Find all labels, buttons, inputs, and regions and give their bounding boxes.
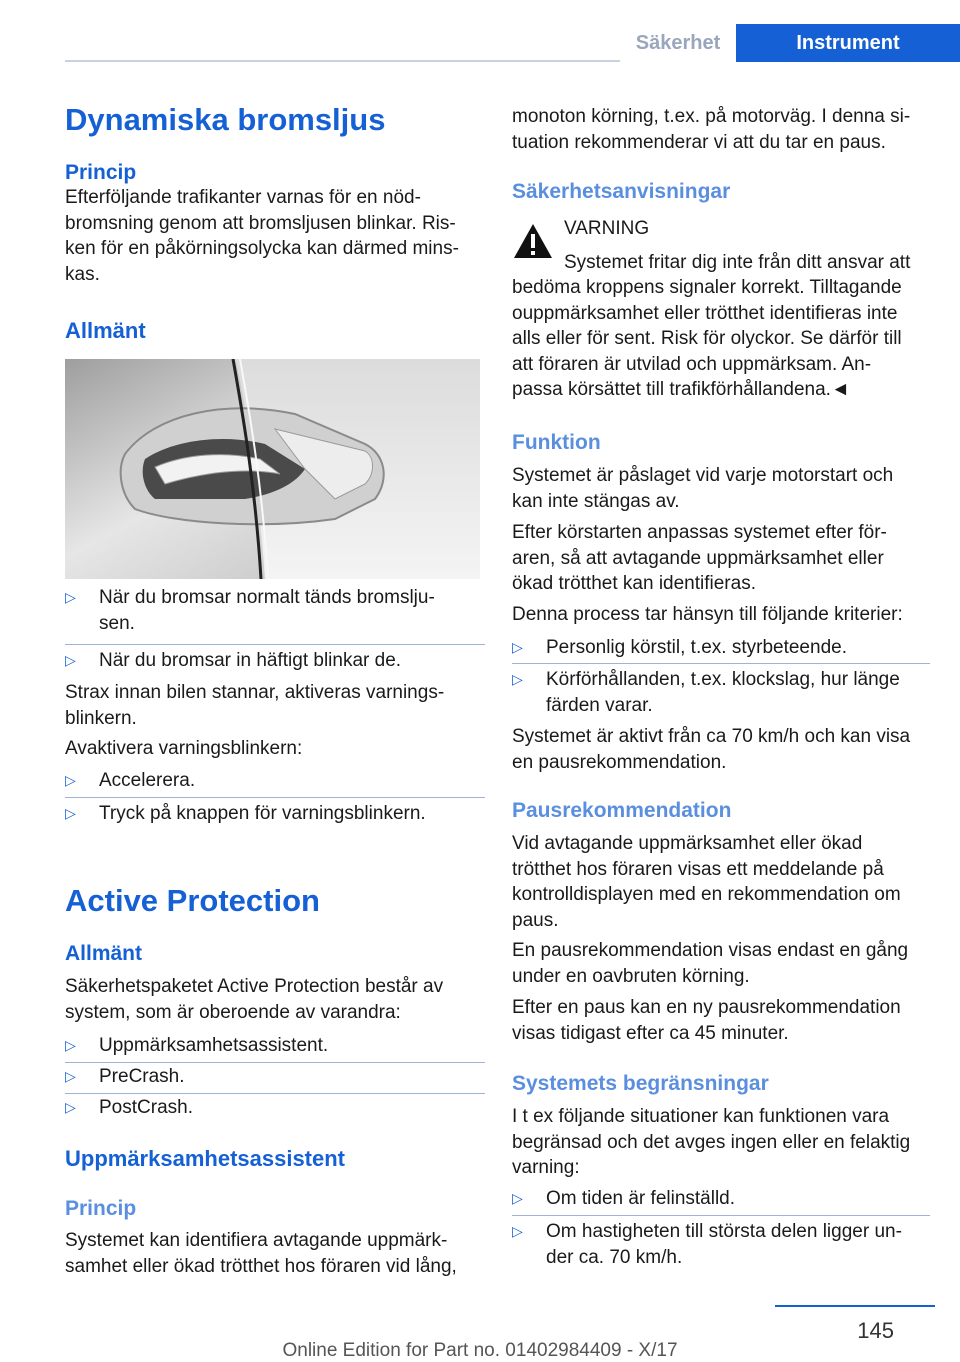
heading-allmant-2: Allmänt — [65, 942, 143, 965]
tab-sakerhet[interactable]: Säkerhet — [620, 24, 736, 62]
text-efter: Efter körstarten anpassas systemet efter för- aren, så att avtagande uppmärksamhet eller ökad trötthet kan identifieras. — [512, 522, 887, 594]
list-item: ▷ Accelerera. — [65, 768, 485, 794]
text-efter-paus: Efter en paus kan en ny pausrekommendation visas tidigast efter ca 45 minuter. — [512, 997, 901, 1044]
text-begransningar: I t ex följande situationer kan funktionen vara begränsad och det avges ingen eller en felaktig varning: — [512, 1106, 911, 1178]
text-en-paus: En pausrekommendation visas endast en gång under en oavbruten körning. — [512, 940, 909, 987]
bullet-triangle-icon: ▷ — [65, 772, 76, 788]
text-princip: Efterföljande trafikanter varnas för en nöd- bromsning genom att bromsljusen blinkar. Ris- ken för en påkörningsolycka kan därmed mins- kas. — [65, 187, 459, 285]
text-avaktivera: Avaktivera varningsblinkern: — [65, 738, 303, 759]
list-separator — [512, 1215, 930, 1216]
heading-princip-2: Princip — [65, 1197, 137, 1220]
list-item: ▷ När du bromsar in häftigt blinkar de. — [65, 648, 485, 674]
bullet-triangle-icon: ▷ — [512, 639, 523, 655]
bullet-triangle-icon: ▷ — [65, 652, 76, 668]
text-continued: monoton körning, t.ex. på motorväg. I denna si- tuation rekommenderar vi att du tar en paus. — [512, 106, 911, 153]
tab-instrument[interactable]: Instrument — [736, 24, 960, 62]
list-item: ▷ PreCrash. — [65, 1064, 485, 1090]
page-number: 145 — [857, 1318, 894, 1343]
bullet-triangle-icon: ▷ — [65, 805, 76, 821]
text-sakerhetspaketet: Säkerhetspaketet Active Protection består av system, som är oberoende av varandra: — [65, 976, 444, 1023]
list-item: ▷ Om tiden är felinställd. — [512, 1186, 932, 1212]
bullet-triangle-icon: ▷ — [512, 1223, 523, 1239]
footer-rule — [775, 1305, 935, 1307]
warning-text: bedöma kroppens signaler korrekt. Tilltagande ouppmärksamhet eller trötthet identifieras inte alls eller för sent. Risk för olyckor. Se därför till att föraren är utvilad och uppmärksam. An- passa körsättet till trafikförhållandena.◄ — [512, 277, 902, 400]
footer-edition: Online Edition for Part no. 01402984409 - X/17 — [282, 1340, 678, 1361]
list-separator — [65, 644, 485, 645]
title-active-protection: Active Protection — [65, 883, 320, 918]
list-separator — [65, 797, 485, 798]
list-item: ▷ Uppmärksamhetsassistent. — [65, 1033, 485, 1059]
bullet-triangle-icon: ▷ — [65, 1068, 76, 1084]
list-item: ▷ Tryck på knappen för varningsblinkern. — [65, 801, 485, 827]
heading-princip: Princip — [65, 161, 137, 184]
text-denna: Denna process tar hänsyn till följande kriterier: — [512, 604, 903, 625]
bullet-triangle-icon: ▷ — [512, 1190, 523, 1206]
tail-light-illustration — [65, 359, 480, 579]
heading-sakerhetsanvisningar: Säkerhetsanvisningar — [512, 180, 731, 203]
warning-label: VARNING — [564, 218, 650, 239]
title-dynamiska-bromsljus: Dynamiska bromsljus — [65, 102, 386, 137]
heading-uppmarksamhetsassistent: Uppmärksamhetsassistent — [65, 1146, 346, 1171]
list-item: ▷ PostCrash. — [65, 1095, 485, 1121]
brake-light-photo — [65, 359, 480, 579]
list-item: ▷ När du bromsar normalt tänds bromslju- sen. — [65, 587, 435, 634]
bullet-triangle-icon: ▷ — [65, 1099, 76, 1115]
text-strax: Strax innan bilen stannar, aktiveras varnings- blinkern. — [65, 682, 445, 729]
text-paus: Vid avtagande uppmärksamhet eller ökad trötthet hos föraren visas ett meddelande på kontrolldisplayen med en rekommendation om paus. — [512, 833, 901, 931]
list-separator — [65, 1093, 485, 1094]
warning-triangle-icon — [512, 222, 554, 260]
list-item: ▷ Personlig körstil, t.ex. styrbeteende. — [512, 635, 932, 661]
list-separator — [512, 663, 930, 664]
text-princip-2: Systemet kan identifiera avtagande uppmärk- samhet eller ökad trötthet hos föraren vid lång, — [65, 1230, 457, 1277]
bullet-triangle-icon: ▷ — [65, 589, 76, 605]
text-aktivt: Systemet är aktivt från ca 70 km/h och kan visa en pausrekommendation. — [512, 726, 911, 773]
bullet-triangle-icon: ▷ — [512, 671, 523, 687]
text-funktion: Systemet är påslaget vid varje motorstart och kan inte stängas av. — [512, 465, 894, 512]
heading-allmant: Allmänt — [65, 318, 146, 343]
list-separator — [65, 1062, 485, 1063]
heading-funktion: Funktion — [512, 431, 601, 454]
heading-systemets-begransningar: Systemets begränsningar — [512, 1072, 769, 1095]
warning-line-first: Systemet fritar dig inte från ditt ansvar att — [564, 252, 911, 273]
list-item: ▷ Om hastigheten till största delen ligger un- der ca. 70 km/h. — [512, 1221, 902, 1268]
bullet-triangle-icon: ▷ — [65, 1037, 76, 1053]
list-item: ▷ Körförhållanden, t.ex. klockslag, hur länge färden varar. — [512, 669, 900, 716]
heading-pausrekommendation: Pausrekommendation — [512, 799, 732, 822]
